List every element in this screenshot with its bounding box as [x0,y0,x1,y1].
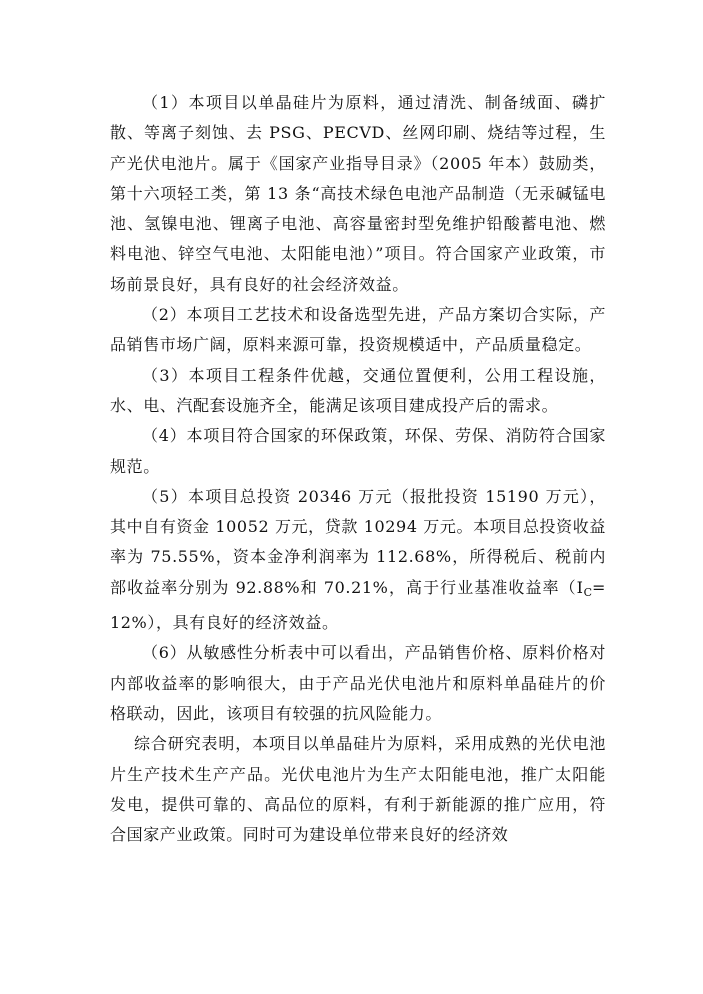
paragraph-2: （2）本项目工艺技术和设备选型先进，产品方案切合实际，产品销售市场广阔，原料来源可靠，投资规模适中，产品质量稳定。 [110,305,606,355]
conclusion-paragraph: 综合研究表明，本项目以单晶硅片为原料，采用成熟的光伏电池片生产技术生产产品。光伏电池片为生产太阳能电池，推广太阳能发电，提供可靠的、高品位的原料，有利于新能源的推广应用，符合国家产业政策。同时可为建设单位带来良好的经济效 [110,734,606,845]
paragraph-5 [110,482,606,638]
paragraph-5-subscript: C [583,585,592,599]
paragraph-1: （1）本项目以单晶硅片为原料，通过清洗、制备绒面、磷扩散、等离子刻蚀、去 PSG、PECVD、丝网印刷、烧结等过程，生产光伏电池片。属于《国家产业指导目录》（2005 年本）鼓励类，第十六项轻工类，第 13 条“高技术绿色电池产品制造（无汞碱锰电池、氢镍电池、锂离子电池、高容量密封型免维护铅酸蓄电池、燃料电池、锌空气电池、太阳能电池）”项目。符合国家产业政策，市场前景良好，具有良好的社会经济效益。 [110,93,606,294]
body-text [110,88,606,850]
paragraph-5-tail: =12%），具有良好的经济效益。 [110,577,606,633]
paragraph-4: （4）本项目符合国家的环保政策，环保、劳保、消防符合国家规范。 [110,426,606,476]
paragraph-6: （6）从敏感性分析表中可以看出，产品销售价格、原料价格对内部收益率的影响很大，由于产品光伏电池片和原料单晶硅片的价格联动，因此，该项目有较强的抗风险能力。 [110,643,606,723]
paragraph-3: （3）本项目工程条件优越，交通位置便利，公用工程设施，水、电、汽配套设施齐全，能满足该项目建成投产后的需求。 [110,365,606,415]
paragraph-5-main: （5）本项目总投资 20346 万元（报批投资 15190 万元），其中自有资金 10052 万元，贷款 10294 万元。本项目总投资收益率为 75.55%，资本金净利润率为 112.68%，所得税后、税前内部收益率分别为 92.88%和 70.21%，高于行业基准收益率（I [110,486,606,597]
